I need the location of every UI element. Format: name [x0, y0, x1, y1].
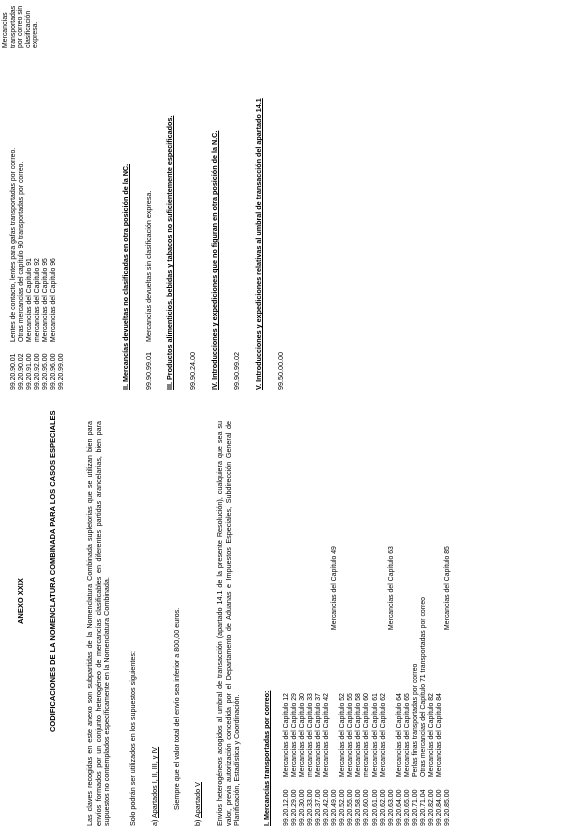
section-5-heading: V. Introducciones y expediciones relativas al umbral de transacción del apartado 14.1 — [254, 98, 263, 390]
description-cell — [428, 546, 436, 630]
description-cell: Mercancías del Capítulo 29 — [291, 693, 299, 777]
code-cell: 99.20.30.00 — [299, 789, 307, 826]
description-cell — [347, 546, 355, 630]
description-cell — [323, 546, 331, 630]
case-a-link[interactable]: Apartados I, II, III, y IV — [150, 746, 159, 818]
section-1-codes — [283, 790, 452, 826]
code-cell: 99.20.33.00 — [307, 789, 315, 826]
code-cell: 99.20.12.00 — [283, 789, 290, 826]
description-cell: Mercancías del Capítulo 52 — [339, 693, 347, 777]
description-cell: Mercancías del Capítulo 30 — [299, 693, 307, 777]
description-cell: Mercancías del Capítulo 37 — [315, 693, 323, 777]
description-cell — [315, 546, 323, 630]
case-a — [150, 747, 159, 826]
description-cell: mercancías del Capítulo 60 — [363, 693, 371, 777]
description-cell: Mercancías del Capítulo 63 — [387, 546, 395, 630]
code-cell: 99.20.61.00 — [371, 789, 379, 826]
code-cell: 99.20.85.00 — [443, 789, 451, 826]
description-cell: Mercancías del Capítulo 62 — [379, 693, 387, 777]
code-cell: 99.20.84.00 — [435, 789, 443, 826]
description-cell — [58, 148, 66, 342]
description-cell: Otras mercancías del capítulo 90 transportadas por correo. — [18, 161, 26, 342]
description-cell: Mercancías del Capítulo 55 — [347, 693, 355, 777]
code-cell: 99.20.58.00 — [355, 789, 363, 826]
intro-paragraph: Las claves recogidas en este anexo son subpartidas de la Nomenclatura Combinada supletorias que se utilizan bien para envíos formados por un conjunto heterogéneo de mercancías clasificables en diferentes partidas arancelarias, bien para supuestos no contemplados específicamente en la Nomenclatura Combinada. — [85, 421, 112, 826]
section-4-code: 99.90.99.02 — [232, 352, 241, 390]
continued-descriptions — [10, 148, 66, 342]
code-cell: 99.20.37.00 — [315, 789, 323, 826]
case-b — [193, 782, 202, 826]
intro-conditions: Solo podrán ser utilizados en los supuestos siguientes: — [128, 650, 137, 826]
description-cell: Lentes de contacto, lentes para gafas transportadas por correo. — [10, 147, 17, 342]
code-cell: 99.20.65.00 — [403, 789, 411, 826]
code-cell: 99.20.71.00 — [411, 789, 419, 826]
description-cell: Mercancías del Capítulo 82 — [427, 693, 435, 777]
description-cell — [339, 546, 347, 630]
description-cell — [412, 546, 420, 630]
code-cell: 99.20.82.00 — [427, 789, 435, 826]
description-cell: Mercancías del Capítulo 12 — [283, 693, 290, 777]
code-cell: 99.20.55.00 — [347, 789, 355, 826]
code-cell: 99.20.63.00 — [387, 789, 395, 826]
description-cell: Mercancías del Capítulo 84 — [435, 693, 443, 777]
description-cell: Mercancías del Capítulo 96 — [50, 258, 58, 342]
section-2-desc: Mercancías devueltas sin clasificación expresa. — [144, 190, 153, 342]
code-cell: 99.20.52.00 — [339, 789, 347, 826]
description-cell — [404, 546, 412, 630]
description-cell — [436, 546, 444, 630]
description-cell: Mercancías del Capítulo 49 — [331, 546, 339, 630]
section-5-code: 99.50.00.00 — [276, 352, 285, 390]
section-3-heading: III. Productos alimenticios, bebidas y tabacos no suficientemente especificados. — [165, 115, 174, 390]
description-cell: Mercancías del Capítulo 85 — [443, 546, 451, 630]
code-cell: 99.20.29.00 — [291, 789, 299, 826]
description-cell: Perlas finas transportadas por correo — [411, 663, 419, 777]
continued-side-note: Mercancías transportadas por correo sin clasificación expresa. — [2, 5, 40, 48]
description-cell: Mercancías del Capítulo 58 — [355, 693, 363, 777]
section-2-code: 99.90.99.01 — [144, 352, 153, 390]
code-cell: 99.20.71.04 — [419, 789, 427, 826]
description-cell — [299, 546, 307, 630]
code-cell: 99.20.99.00 — [58, 353, 66, 390]
code-cell: 99.20.96.00 — [50, 353, 58, 390]
page-title: CODIFICACIONES DE LA NOMENCLATURA COMBINADA PARA LOS CASOS ESPECIALES — [48, 410, 57, 732]
description-cell: Mercancías del Capítulo 42 — [323, 693, 331, 777]
case-b-link[interactable]: Apartado V — [193, 782, 202, 818]
description-cell — [380, 546, 388, 630]
description-cell: Otras mercancías del Capítulo 71 transportadas por correo — [419, 596, 427, 777]
code-cell: 99.20.64.00 — [395, 789, 403, 826]
code-cell: 99.20.91.00 — [26, 353, 34, 390]
continued-codes — [10, 354, 66, 390]
description-cell: Mercancías del Capítulo 65 — [403, 693, 411, 777]
description-cell: Mercancías del Capítulo 91 — [26, 258, 34, 342]
description-cell: Mercancías del Capítulo 95 — [42, 258, 50, 342]
case-b-text: Envíos heterogéneos acogidos al umbral de transacción (apartado 14.1 de la presente Resolución), cualquiera que sea su valor, previa autorización concedida por el Departamento de Aduanas e Impuestos Especiales, Subdirección General de Planificación, Estadística y Coordinación. — [215, 421, 242, 826]
section-2-heading: II. Mercancías devueltas no clasificadas en otra posición de la NC. — [121, 163, 130, 390]
description-cell — [283, 546, 291, 630]
code-cell: 99.20.62.00 — [379, 789, 387, 826]
case-a-label: a) — [150, 818, 159, 826]
code-cell: 99.20.49.00 — [331, 789, 339, 826]
code-cell: 99.20.42.00 — [323, 789, 331, 826]
description-cell — [372, 546, 380, 630]
description-cell — [396, 546, 404, 630]
case-a-text: Siempre que el valor total del envío sea inferior a 800,00 euros. — [172, 607, 181, 810]
section-3-code: 99.90.24.00 — [188, 352, 197, 390]
description-cell — [363, 546, 371, 630]
description-cell — [307, 546, 315, 630]
description-cell — [420, 546, 428, 630]
description-cell: Mercancías del Capítulo 64 — [395, 693, 403, 777]
code-cell: 99.20.95.00 — [42, 353, 50, 390]
annex-number: ANEXO XXIX — [16, 578, 25, 624]
section-1-heading — [262, 691, 271, 826]
description-cell: Mercancías del Capítulo 61 — [371, 693, 379, 777]
section-4-heading: IV. Introducciones y expediciones que no figuran en otra posición de la N.C. — [210, 130, 219, 390]
case-b-label: b) — [193, 818, 202, 826]
description-cell: mercancías del Capítulo 92 — [34, 258, 42, 342]
section-1-heading-text: I. Mercancías transportadas por correo: — [262, 690, 271, 826]
description-cell — [355, 546, 363, 630]
code-cell: 99.20.92.00 — [34, 353, 42, 390]
code-cell: 99.20.90.02 — [18, 353, 26, 390]
code-cell: 99.20.60.00 — [363, 789, 371, 826]
description-cell: mercancías del Capítulo 33 — [307, 693, 315, 777]
description-cell — [291, 546, 299, 630]
code-cell: 99.20.90.01 — [10, 353, 17, 390]
section-1-descriptions-right — [283, 546, 452, 630]
